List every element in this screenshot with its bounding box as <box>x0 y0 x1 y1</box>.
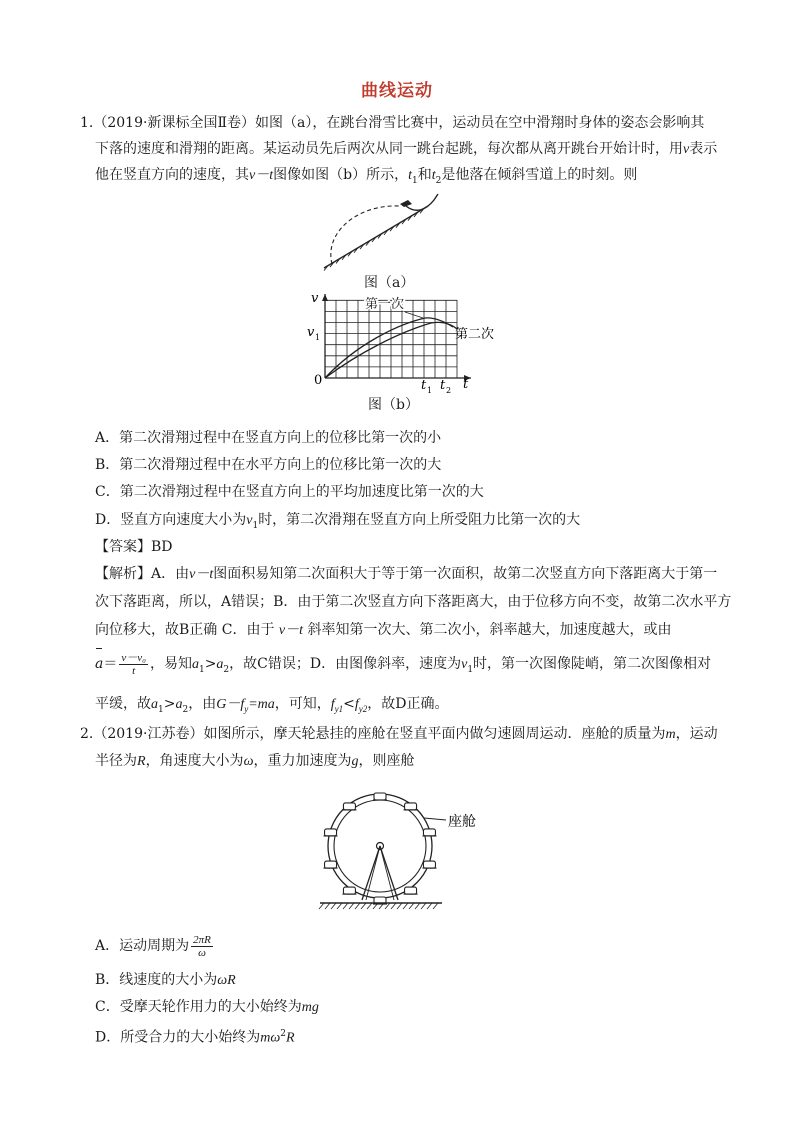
label-origin: 0 <box>314 373 323 388</box>
exp-sub: 1 <box>467 664 474 675</box>
ground-hatch <box>391 903 396 909</box>
explanation-label: 【解析】 <box>95 566 151 582</box>
q1-stem-line3 <box>95 165 730 191</box>
ground-hatch <box>319 903 324 909</box>
exp-text: ，可知， <box>274 696 331 712</box>
ground-hatch <box>337 903 342 909</box>
exp-op: > <box>204 656 217 672</box>
figure-ferris-wheel <box>318 788 488 916</box>
q2-option-d-expr: R <box>285 1030 295 1046</box>
exp-var: a <box>175 697 183 712</box>
cabin <box>342 803 356 810</box>
q1-answer <box>95 537 730 557</box>
q2-var: m <box>665 727 676 742</box>
v-axis-arrow <box>322 294 328 301</box>
page-title: 曲线运动 <box>361 81 433 101</box>
label-v-axis: v <box>311 291 319 306</box>
q1-var-vt: v－t <box>249 168 274 183</box>
exp-fraction <box>119 652 148 677</box>
exp-text: ，易知 <box>149 656 192 672</box>
label-first: 第一次 <box>365 297 405 312</box>
ground-hatch <box>421 903 426 909</box>
ground-hatch <box>349 903 354 909</box>
q1-stem-text: 是他落在倾斜雪道上的时刻。则 <box>441 167 638 183</box>
label-t2: t <box>440 378 446 393</box>
exp-text: ，由 <box>188 696 217 712</box>
cabin-body <box>343 887 355 894</box>
exp-fraction-den: t <box>132 664 136 677</box>
q2-var: ω <box>243 754 254 769</box>
figure-b-caption: 图（b） <box>368 397 419 413</box>
label-t1: t <box>421 378 427 393</box>
cabin <box>342 887 356 894</box>
exp-var: a <box>151 697 158 712</box>
q1-var-t2: t <box>431 168 436 183</box>
q1-option-d-text: D．竖直方向速度大小为 <box>95 512 247 528</box>
q2-var: g <box>351 754 359 769</box>
exp-sub: y1 <box>334 703 344 714</box>
ground-hatch <box>397 903 402 909</box>
cabin-body <box>405 887 417 894</box>
cabin-body <box>343 803 355 810</box>
exp-text: A．由 <box>151 566 190 582</box>
exp-var: =ma <box>248 697 275 712</box>
q2-option-b-text: B．线速度的大小为 <box>95 972 218 988</box>
q2-stem-text: 半径为 <box>95 753 137 769</box>
leader-first <box>405 312 423 318</box>
q2-option-d-sup: 2 <box>280 1029 286 1039</box>
q2-option-a-text: A．运动周期为 <box>95 938 190 954</box>
exp-var: a <box>216 657 224 672</box>
q1-number: 1. <box>80 115 94 131</box>
exp-var: v－t <box>189 567 214 582</box>
exp-text: 平缓，故 <box>95 696 151 712</box>
label-t2-sub: 2 <box>446 386 452 395</box>
ground-hatch <box>361 903 366 909</box>
q1-var-v: v <box>683 142 690 157</box>
q1-source: （2019·新课标全国Ⅱ卷） <box>93 115 255 131</box>
exp-sub: 2 <box>223 664 230 675</box>
exp-sub: 1 <box>158 704 164 715</box>
q1-option-a: A．第二次滑翔过程中在竖直方向上的位移比第一次的小 <box>95 430 442 446</box>
exp-var: f <box>330 697 335 712</box>
figure-a-caption: 图（a） <box>364 275 415 291</box>
q2-option-c-expr: mg <box>301 1000 319 1015</box>
q2-source: （2019·江苏卷） <box>93 726 204 742</box>
q1-var-t1: t <box>408 168 412 183</box>
q2-option-b <box>95 970 730 991</box>
label-t1-sub: 1 <box>427 386 433 395</box>
q2-stem-text: ，角速度大小为 <box>145 753 244 769</box>
q1-explanation-line3 <box>95 620 730 641</box>
ground-hatch <box>343 903 348 909</box>
exp-var: v <box>461 657 468 672</box>
cabin-body <box>374 793 386 800</box>
q2-option-a-fraction <box>191 934 213 959</box>
q1-option-d <box>95 510 730 536</box>
cabin-leader <box>424 818 446 820</box>
cabin-body <box>423 829 435 836</box>
exp-var: f <box>354 697 359 712</box>
cabin <box>324 861 338 868</box>
q2-option-a <box>95 932 730 960</box>
cabin <box>422 829 436 836</box>
ground-hatch <box>355 903 360 909</box>
q1-stem-text: 和 <box>417 167 432 183</box>
exp-text: 斜率知第一次大、第二次小，斜率越大，加速度越大，或由 <box>307 622 672 638</box>
exp-fraction-num: v－v₀ <box>121 651 146 664</box>
exp-op: < <box>343 696 355 712</box>
ground-hatch <box>433 903 438 909</box>
ground-hatch <box>331 903 336 909</box>
q1-sub: 1 <box>411 175 418 186</box>
q1-option-d-sub: 1 <box>252 520 259 531</box>
q1-option-b: B．第二次滑翔过程中在水平方向上的位移比第一次的大 <box>95 457 442 473</box>
ground-hatch <box>367 903 372 909</box>
cabin-body <box>423 861 435 868</box>
label-second: 第二次 <box>455 327 495 342</box>
q2-option-d <box>95 1024 730 1049</box>
q2-fraction-den: ω <box>198 946 206 959</box>
cabin <box>324 829 338 836</box>
q1-stem-text: 如图（a），在跳台滑雪比赛中，运动员在空中滑翔时身体的姿态会影响其 <box>254 115 705 131</box>
ground-hatch <box>427 903 432 909</box>
q2-option-b-expr: ωR <box>217 973 236 988</box>
q2-stem-text: ，运动 <box>675 726 718 742</box>
exp-text: 向位移大，故B正确 C．由于 <box>95 622 275 638</box>
cabin-body <box>325 861 337 868</box>
ground-hatch <box>403 903 408 909</box>
q2-stem-text: ，则座舱 <box>358 753 415 769</box>
ground-hatch <box>325 903 330 909</box>
q1-stem-text: 表示 <box>689 141 718 157</box>
answer-label: 【答案】 <box>95 539 151 555</box>
figure-a-ski-jump <box>318 192 448 274</box>
exp-var: v－t <box>278 623 304 638</box>
exp-text: 时，第一次图像陡峭，第二次图像相对 <box>473 656 712 672</box>
q2-stem-text: ，重力加速度为 <box>253 753 352 769</box>
q1-sub: 2 <box>435 175 442 186</box>
cabin-body <box>325 829 337 836</box>
exp-var: G－f <box>216 697 245 712</box>
q1-option-c: C．第二次滑翔过程中在竖直方向上的平均加速度比第一次的大 <box>95 484 484 500</box>
q1-stem-text: 他在竖直方向的速度，其 <box>95 167 249 183</box>
q2-number: 2. <box>80 726 94 742</box>
exp-sub: y2 <box>358 703 368 714</box>
q2-option-c <box>95 997 730 1018</box>
ground-hatch <box>409 903 414 909</box>
exp-sub: y <box>244 703 249 714</box>
q2-var: R <box>137 754 146 769</box>
label-t-axis: t <box>463 377 469 392</box>
label-v1-sub: 1 <box>315 333 321 342</box>
q2-option-d-text: D．所受合力的大小始终为 <box>95 1029 261 1046</box>
q2-stem-line1 <box>80 724 718 745</box>
ground-hatch <box>415 903 420 909</box>
answer-value: BD <box>151 539 173 555</box>
q1-explanation-line4 <box>95 651 730 683</box>
exp-var: a <box>191 657 199 672</box>
q1-stem-line1 <box>80 113 715 133</box>
exp-text: ，故C错误；D．由图像斜率，速度为 <box>229 656 462 672</box>
cabin-body <box>405 803 417 810</box>
q1-stem-text: 下落的速度和滑翔的距离。某运动员先后两次从同一跳台起跳，每次都从离开跳台开始计时，用 <box>95 141 683 157</box>
q1-stem-text: 图像如图（b）所示， <box>273 167 409 183</box>
exp-eq: ＝ <box>103 656 118 672</box>
cabin <box>373 793 387 800</box>
figure-b-vt-graph <box>305 290 505 395</box>
q1-explanation-line5 <box>95 694 730 720</box>
q2-stem-text: 如图所示，摩天轮悬挂的座舱在竖直平面内做匀速圆周运动．座舱的质量为 <box>203 726 666 742</box>
exp-sub: 2 <box>182 704 189 715</box>
q1-option-d-var: v <box>246 513 253 528</box>
q1-option-d-text: 时，第二次滑翔在竖直方向上所受阻力比第一次的大 <box>258 512 581 528</box>
exp-abar: a <box>95 651 103 677</box>
cabin-label: 座舱 <box>448 814 476 830</box>
label-v1: v <box>307 325 315 340</box>
q1-explanation-line1 <box>95 564 730 585</box>
exp-sub: 1 <box>198 664 205 675</box>
q2-option-c-text: C．受摩天轮作用力的大小始终为 <box>95 999 302 1015</box>
exp-op: > <box>163 696 176 712</box>
cabin <box>422 861 436 868</box>
q1-explanation-line2: 次下落距离，所以，A错误；B．由于第二次竖直方向下落距离大，由于位移方向不变，故第二次水平方 <box>95 594 732 610</box>
cabin <box>404 803 418 810</box>
q2-option-d-expr: mω <box>260 1030 281 1046</box>
curve-first <box>325 318 453 378</box>
exp-text: ，故D正确。 <box>367 696 449 712</box>
cabin <box>404 887 418 894</box>
q2-fraction-num: 2πR <box>193 933 211 946</box>
exp-text: 图面积易知第二次面积大于等于第一次面积，故第二次竖直方向下落距离大于第一 <box>213 566 718 582</box>
q1-stem-line2 <box>95 139 730 160</box>
q2-stem-line2 <box>95 751 730 772</box>
